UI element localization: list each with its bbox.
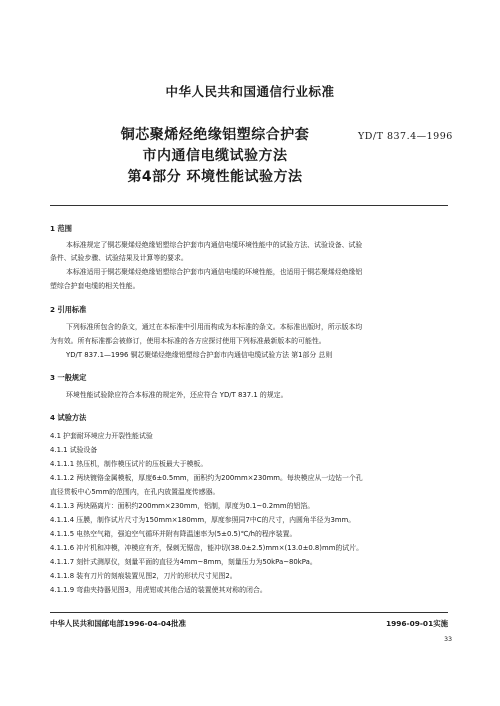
section-4-heading: 4 试验方法 — [50, 413, 87, 422]
implementation-date: 1996-09-01实施 — [385, 619, 448, 628]
clause-4-1-1-7: 4.1.1.7 刻针式测厚仪，刻量平面的直径为4mm~8mm，刻量压力为50kPa~80kPa。 — [50, 558, 317, 566]
clause-4-1-1: 4.1.1 试验设备 — [50, 446, 98, 454]
section-2-reference: YD/T 837.1—1996 铜芯聚烯烃绝缘铝塑综合护套市内通信电缆试验方法 第1部分 总则 — [66, 351, 333, 359]
clause-4-1-1-6: 4.1.1.6 冲片机和冲模，冲模应有齐，保刺无锯齿，能冲切(38.0±2.5)mm×(13.0±0.8)mm的试片。 — [50, 544, 363, 552]
clause-4-1-1-9: 4.1.1.9 弯曲夹持器见图3，用虎钳或其他合适的装置使其对称的闭合。 — [50, 586, 267, 594]
clause-4-1-1-3: 4.1.1.3 两块隔离片：面积约200mm×230mm，铝制，厚度为0.1~0.2mm的铝箔。 — [50, 502, 315, 510]
clause-4-1-1-5: 4.1.1.5 电热空气箱，强迫空气循环并附有降温速率为(5±0.5)℃/h的程序装置。 — [50, 530, 297, 538]
title-line-1: 铜芯聚烯烃绝缘铝塑综合护套 — [120, 127, 310, 143]
section-2-para-line: 下列标准所包含的条文，通过在本标准中引用而构成为本标准的条文。本标准出版时，所示版本均 — [66, 323, 363, 331]
clause-4-1-1-1: 4.1.1.1 热压机，制作模压试片的压板最大于模板。 — [50, 460, 208, 468]
section-1-para-line: 条件、试验步骤、试验结果及计算等的要求。 — [50, 254, 188, 262]
clause-4-1-1-4: 4.1.1.4 压膜，制作试片尺寸为150mm×180mm，厚度参照同7中C的尺寸，内圆角半径为3mm。 — [50, 516, 356, 524]
standard-number: YD/T 837.4—1996 — [358, 131, 453, 142]
section-2-heading: 2 引用标准 — [50, 305, 87, 314]
section-1-para-line: 本标准规定了铜芯聚烯烃绝缘铝塑综合护套市内通信电缆环境性能中的试验方法、试验设备、试验 — [66, 241, 363, 249]
section-1-para-line: 本标准适用于铜芯聚烯烃绝缘铝塑综合护套市内通信电缆的环境性能，也适用于铜芯聚烯烃绝缘铝 — [66, 268, 363, 276]
section-3-heading: 3 一般规定 — [50, 373, 87, 382]
section-1-heading: 1 范围 — [50, 224, 72, 233]
section-2-para-line: 为有效。所有标准都会被修订，使用本标准的各方应探讨使用下列标准最新版本的可能性。 — [50, 337, 326, 345]
clause-4-1-1-2-cont: 直径贯板中心5mm的范围内，在孔内放置温度传感器。 — [50, 488, 220, 496]
section-3-para-line: 环境性能试验除应符合本标准的规定外，还应符合 YD/T 837.1 的规定。 — [66, 391, 288, 399]
footer-divider — [50, 612, 448, 613]
page-number: 33 — [444, 635, 452, 643]
clause-4-1-1-2: 4.1.1.2 两块镀铬金属模板，厚度6±0.5mm，面积约为200mm×230mm。每块模应从一边钻一个孔 — [50, 474, 363, 482]
issuing-agency: 中华人民共和国通信行业标准 — [165, 84, 335, 99]
approval-note: 中华人民共和国邮电部1996-04-04批准 — [50, 619, 186, 628]
clause-4-1-1-8: 4.1.1.8 装有刀片的刻痕装置见图2，刀片的形状尺寸见图2。 — [50, 572, 237, 580]
title-line-3: 第4部分 环境性能试验方法 — [127, 169, 303, 185]
section-1-para-line: 塑综合护套电缆的相关性能。 — [50, 282, 140, 290]
title-line-2: 市内通信电缆试验方法 — [142, 148, 288, 164]
header-divider — [50, 205, 448, 206]
clause-4-1: 4.1 护套耐环境应力开裂性能试验 — [50, 432, 153, 440]
